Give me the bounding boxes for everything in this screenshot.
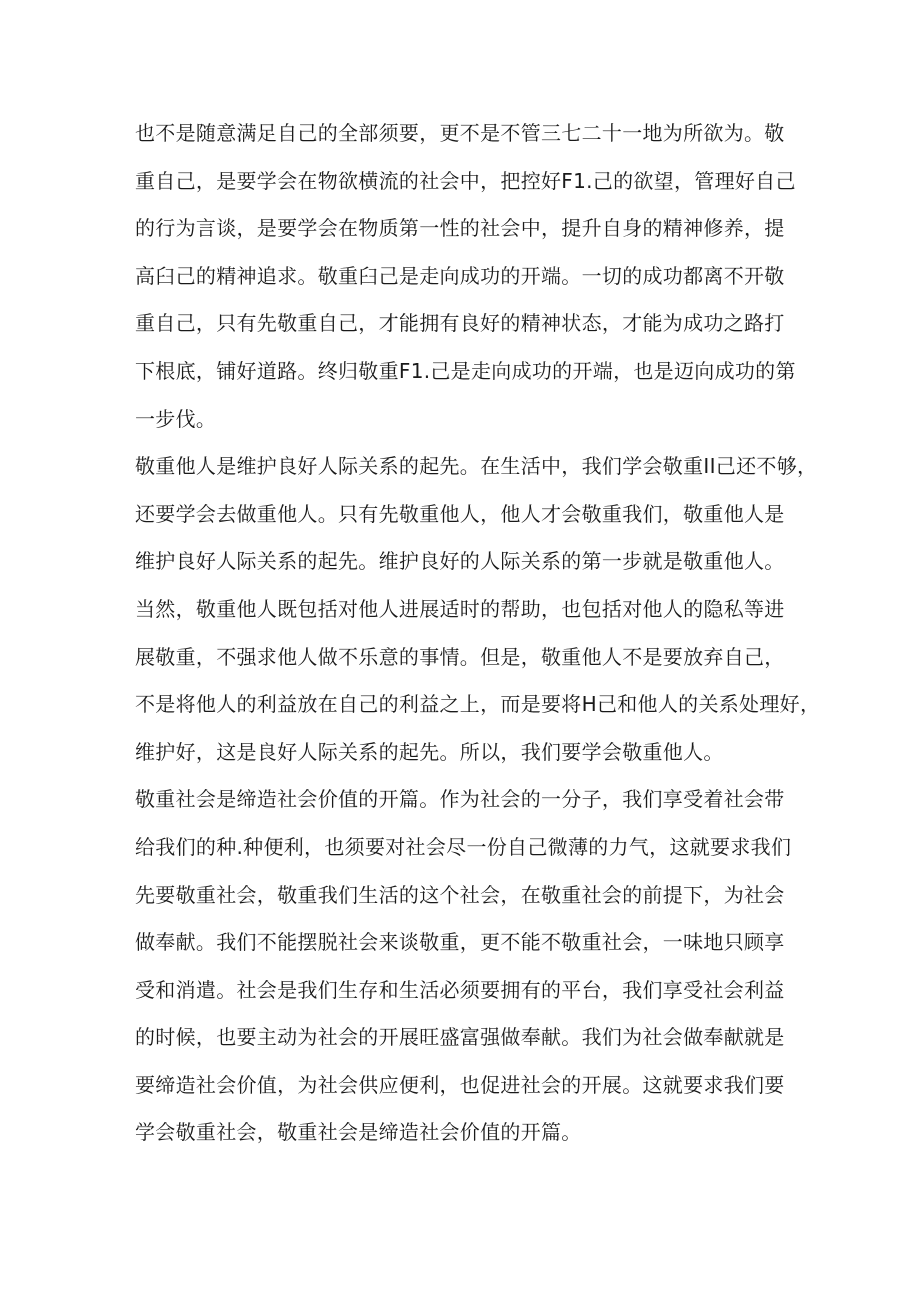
text-line: 的行为言谈，是要学会在物质第一性的社会中，提升自身的精神修养，提	[135, 216, 785, 241]
text-line: 当然，敬重他人既包括对他人进展适时的帮助，也包括对他人的隐私等进	[135, 596, 785, 621]
text-line: 不是将他人的利益放在自己的利益之上，而是要将H己和他人的关系处理好，	[135, 692, 821, 717]
text-line: 做奉献。我们不能摆脱社会来谈敬重，更不能不敬重社会，一味地只顾享	[135, 930, 785, 955]
text-line: 下根底，铺好道路。终归敬重F1.己是走向成功的开端，也是迈向成功的第	[135, 358, 796, 383]
text-line: 维护好，这是良好人际关系的起先。所以，我们要学会敬重他人。	[135, 739, 724, 764]
text-line: 敬重社会是缔造社会价值的开篇。作为社会的一分子，我们享受着社会带	[135, 787, 785, 812]
text-line: 先要敬重社会，敬重我们生活的这个社会，在敬重社会的前提下，为社会	[135, 882, 785, 907]
body-text	[135, 110, 821, 1157]
text-line: 维护良好人际关系的起先。维护良好的人际关系的第一步就是敬重他人。	[135, 549, 785, 574]
text-line: 高臼己的精神追求。敬重臼己是走向成功的开端。一切的成功都离不开敬	[135, 263, 785, 288]
text-line: 也不是随意满足自己的全部须要，更不是不管三七二十一地为所欲为。敬	[135, 121, 785, 145]
text-line: 展敬重，不强求他人做不乐意的事情。但是，敬重他人不是要放弃自己，	[135, 644, 785, 669]
text-line: 一步伐。	[135, 406, 217, 431]
text-line: 给我们的种.种便利，也须要对社会尽一份自己微薄的力气，这就要求我们	[135, 834, 792, 859]
text-line: 学会敬重社会，敬重社会是缔造社会价值的开篇。	[135, 1120, 582, 1145]
text-line: 重自己，是要学会在物欲横流的社会中，把控好F1.己的欲望，管理好自己	[135, 168, 796, 193]
text-line: 要缔造社会价值，为社会供应便利，也促进社会的开展。这就要求我们要	[135, 1072, 785, 1097]
text-line: 还要学会去做重他人。只有先敬重他人，他人才会敬重我们，敬重他人是	[135, 501, 785, 526]
text-line: 敬重他人是维护良好人际关系的起先。在生活中，我们学会敬重II己还不够，	[135, 454, 818, 479]
text-line: 重自己，只有先敬重自己，才能拥有良好的精神状态，才能为成功之路打	[135, 311, 785, 336]
text-line: 的时候，也要主动为社会的开展旺盛富强做奉献。我们为社会做奉献就是	[135, 1025, 785, 1050]
text-line: 受和消遣。社会是我们生存和生活必须要拥有的平台，我们享受社会利益	[135, 977, 785, 1002]
